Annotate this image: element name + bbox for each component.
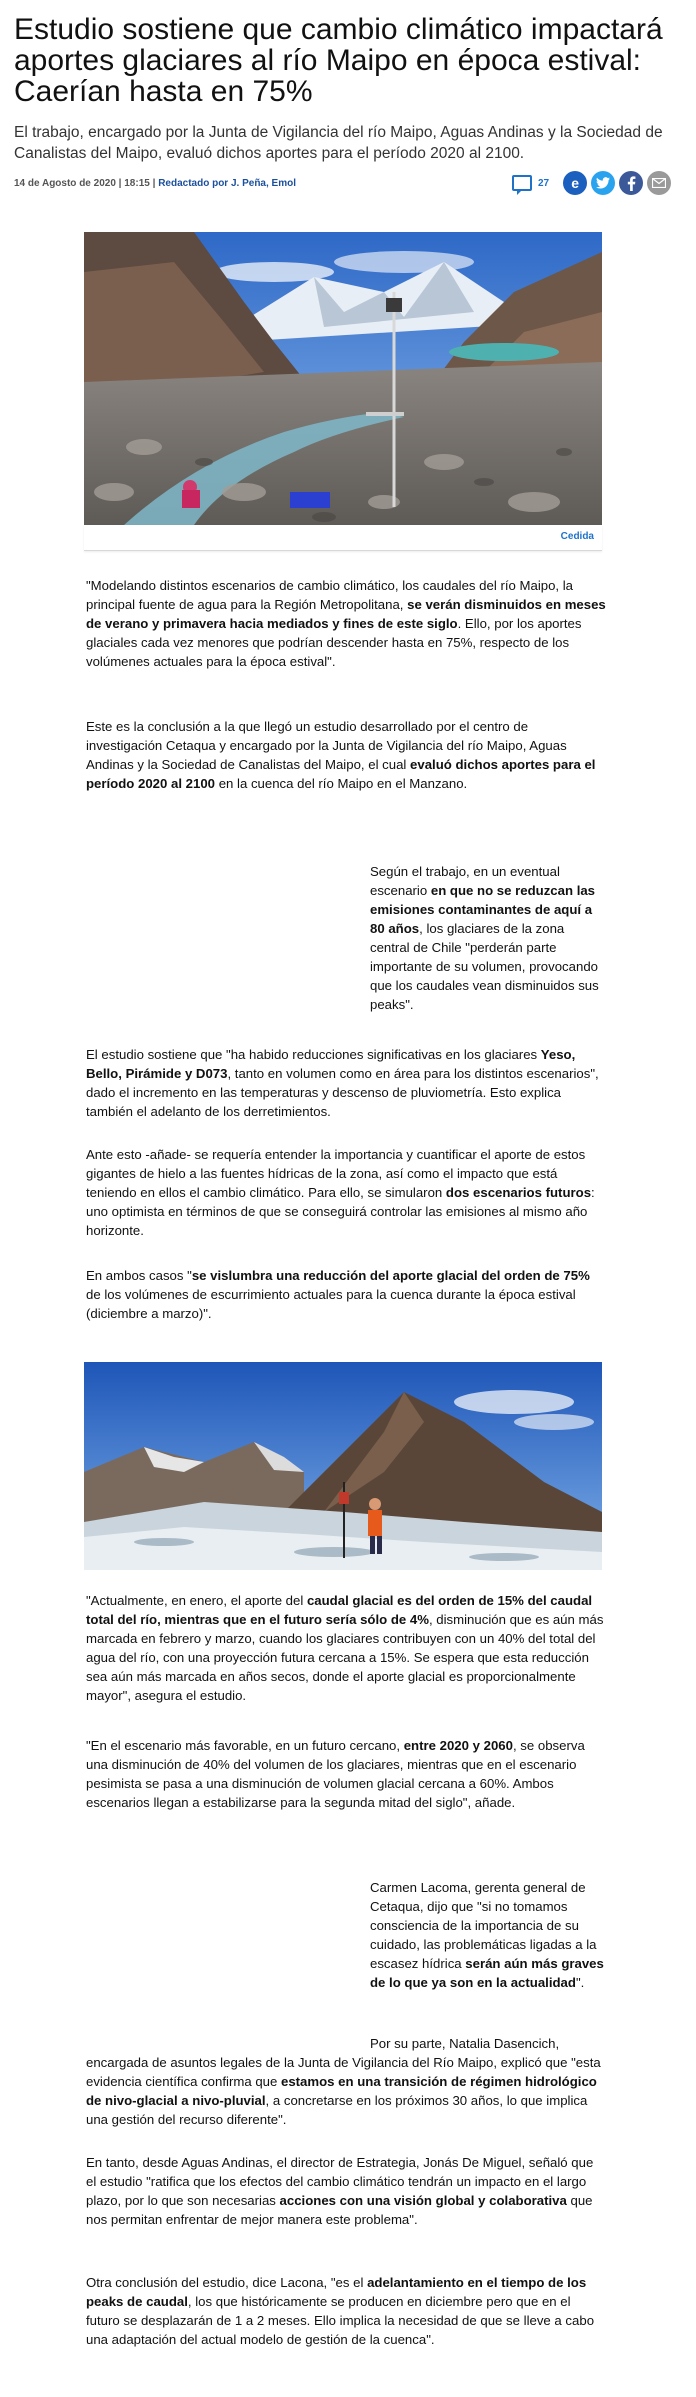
glacier-researcher-photo — [84, 1362, 602, 1570]
paragraph-8-intro: Por su parte, Natalia Dasencich, — [370, 2036, 560, 2051]
comment-icon[interactable] — [512, 175, 532, 191]
paragraph-4: Ante esto -añade- se requería entender la importancia y cuantificar el aporte de estos gigantes de hielo a las fuentes hídricas de la zona, así como el impacto que está teniendo en ellos el cambio climático. Para ello, se simularon dos escenarios futuros: uno optimista en términos de que se conseguirá controlar las emisiones al mismo año horizonte. — [86, 1147, 595, 1238]
image-caption-bar — [84, 525, 602, 551]
paragraph-2: Este es la conclusión a la que llegó un estudio desarrollado por el centro de investigación Cetaqua y encargado por la Junta de Vigilancia del río Maipo, Aguas Andinas y la Sociedad de Canalistas del Maipo, el cual evaluó dichos aportes para el período 2020 al 2100 en la cuenca del río Maipo en el Manzano. — [86, 719, 596, 791]
paragraph-9: En tanto, desde Aguas Andinas, el director de Estrategia, Jonás De Miguel, señaló que el estudio "ratifica que los efectos del cambio climático tendrán un impacto en el largo plazo, por lo que son necesarias acciones con una visión global y colaborativa que nos permitan enfrentar de mejor manera este problema". — [86, 2155, 594, 2227]
glacier-river-photo — [84, 232, 602, 525]
pull-quote-2: Carmen Lacoma, gerenta general de Cetaqua, dijo que "si no tomamos consciencia de la importancia de su cuidado, las problemáticas ligadas a la escasez hídrica serán aún más graves de lo que ya son en la actualidad". — [370, 1880, 604, 1990]
article-headline: Estudio sostiene que cambio climático impactará aportes glaciares al río Maipo en época estival: Caerían hasta en 75% — [14, 13, 663, 108]
pull-quote-1: Según el trabajo, en un eventual escenario en que no se reduzcan las emisiones contaminantes de aquí a 80 años, los glaciares de la zona central de Chile "perderán parte importante de su volumen, provocando que los caudales vean disminuidos sus peaks". — [370, 864, 599, 1012]
paragraph-8: encargada de asuntos legales de la Junta de Vigilancia del Río Maipo, explicó que "esta evidencia científica confirma que estamos en una transición de régimen hidrológico de nivo-glacial a nivo-pluvial, a concretarse en los próximos 30 años, lo que implica una gestión del recurso diferente". — [86, 2055, 601, 2127]
glacier-researcher-illustration — [84, 1362, 602, 1570]
facebook-icon[interactable] — [619, 171, 643, 195]
email-icon[interactable] — [647, 171, 671, 195]
paragraph-6: "Actualmente, en enero, el aporte del caudal glacial es del orden de 15% del caudal total del río, mientras que en el futuro sería sólo de 4%, disminución que es aún más marcada en febrero y marzo, cuando los glaciares contribuyen con un 40% del total del agua del río, con una proyección futura cercana a 15%. Se espera que esta reducción sea aún más marcada en años secos, donde el aporte glacial es proporcionalmente mayor", asegura el estudio. — [86, 1593, 604, 1703]
paragraph-3: El estudio sostiene que "ha habido reducciones significativas en los glaciares Yeso, Bello, Pirámide y D073, tanto en volumen como en área para los distintos escenarios", dado el incremento en las temperaturas y descenso de pluviometría. Esto explica también el adelanto de los derretimientos. — [86, 1047, 599, 1119]
paragraph-10: Otra conclusión del estudio, dice Lacona, "es el adelantamiento en el tiempo de los peaks de caudal, los que históricamente se producen en diciembre pero que en el futuro se desplazarán de 1 a 2 meses. Ello implica la necesidad de que se lleve a cabo una adaptación del actual modelo de gestión de la cuenca". — [86, 2275, 595, 2347]
twitter-icon[interactable] — [591, 171, 615, 195]
emol-icon[interactable] — [563, 171, 587, 195]
emol-letter: e — [571, 175, 580, 191]
image-credit: Cedida — [560, 531, 594, 542]
paragraph-7: "En el escenario más favorable, en un futuro cercano, entre 2020 y 2060, se observa una disminución de 40% del volumen de los glaciares, mientras que en el escenario pesimista se pasa a una disminución de volumen glacial cercana a 60%. Ambos escenarios llegan a estabilizarse para la segunda mitad del siglo", añade. — [86, 1738, 585, 1810]
glacier-river-illustration — [84, 232, 602, 525]
article-byline — [14, 178, 296, 189]
paragraph-1: "Modelando distintos escenarios de cambio climático, los caudales del río Maipo, la principal fuente de agua para la Región Metropolitana, se verán disminuidos en meses de verano y primavera hacia mediados y fines de este siglo. Ello, por los aportes glaciales cada vez menores que podrían descender hasta en 75%, respecto de los volúmenes actuales para la época estival". — [86, 578, 606, 669]
article-date: 14 de Agosto de 2020 | 18:15 | — [14, 178, 156, 189]
comment-count[interactable]: 27 — [538, 177, 550, 189]
article-lead: El trabajo, encargado por la Junta de Vigilancia del río Maipo, Aguas Andinas y la Sociedad de Canalistas del Maipo, evaluó dichos aportes para el período 2020 al 2100. — [14, 124, 663, 162]
author-link[interactable]: Redactado por J. Peña, Emol — [158, 178, 296, 189]
social-share-bar — [512, 170, 671, 196]
paragraph-5: En ambos casos "se vislumbra una reducción del aporte glacial del orden de 75% de los volúmenes de escurrimiento actuales para la cuenca durante la época estival (diciembre a marzo)". — [86, 1268, 590, 1321]
